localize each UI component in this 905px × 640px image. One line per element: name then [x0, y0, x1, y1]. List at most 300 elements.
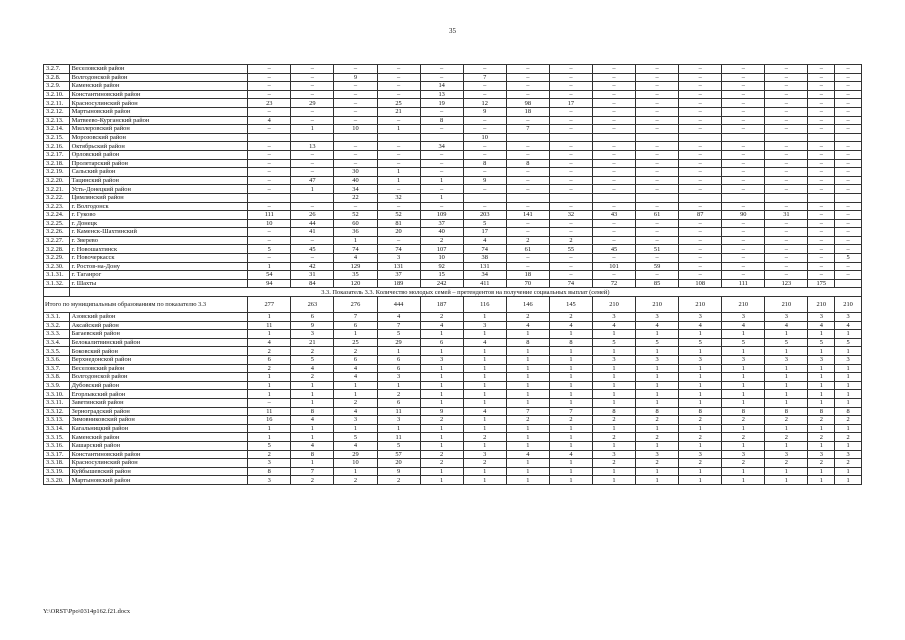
- year-value-cell: –: [506, 228, 549, 237]
- year-value-cell: –: [463, 116, 506, 125]
- year-value-cell: 3: [835, 450, 862, 459]
- year-value-cell: –: [636, 116, 679, 125]
- year-value-cell: 74: [463, 245, 506, 254]
- row-municipality-name: Каменский район: [69, 82, 248, 91]
- year-value-cell: 111: [248, 211, 291, 220]
- year-value-cell: 20: [377, 459, 420, 468]
- year-value-cell: 8: [679, 407, 722, 416]
- year-value-cell: –: [592, 185, 635, 194]
- year-value-cell: –: [506, 202, 549, 211]
- year-value-cell: –: [722, 116, 765, 125]
- year-value-cell: 131: [377, 262, 420, 271]
- year-value-cell: –: [679, 125, 722, 134]
- year-value-cell: 109: [420, 211, 463, 220]
- year-value-cell: –: [506, 254, 549, 263]
- row-number: 3.3.16.: [44, 441, 70, 450]
- year-value-cell: –: [636, 82, 679, 91]
- year-value-cell: 1: [765, 373, 808, 382]
- year-value-cell: 1: [420, 364, 463, 373]
- year-value-cell: 84: [291, 279, 334, 288]
- year-value-cell: –: [679, 228, 722, 237]
- year-value-cell: –: [291, 236, 334, 245]
- year-value-cell: 2: [334, 398, 377, 407]
- year-value-cell: 1: [636, 381, 679, 390]
- year-value-cell: 2: [636, 459, 679, 468]
- year-value-cell: –: [463, 202, 506, 211]
- row-municipality-name: Зерноградский район: [69, 407, 248, 416]
- year-value-cell: –: [334, 107, 377, 116]
- table-row: [44, 433, 862, 442]
- year-value-cell: –: [835, 116, 862, 125]
- year-value-cell: –: [808, 228, 835, 237]
- year-value-cell: –: [592, 254, 635, 263]
- year-value-cell: 189: [377, 279, 420, 288]
- row-municipality-name: Усть-Донецкий район: [69, 185, 248, 194]
- year-value-cell: 4: [765, 321, 808, 330]
- row-number: 3.2.13.: [44, 116, 70, 125]
- year-value-cell: 1: [248, 381, 291, 390]
- year-value-cell: –: [835, 65, 862, 74]
- year-value-cell: 1: [420, 330, 463, 339]
- table-row: [44, 168, 862, 177]
- year-value-cell: 7: [549, 407, 592, 416]
- year-value-cell: 120: [334, 279, 377, 288]
- row-municipality-name: Красносулинский район: [69, 99, 248, 108]
- year-value-cell: 4: [636, 321, 679, 330]
- row-number: 3.2.25.: [44, 219, 70, 228]
- year-value-cell: –: [722, 142, 765, 151]
- table-row: [44, 330, 862, 339]
- year-value-cell: 2: [808, 433, 835, 442]
- year-value-cell: 1: [506, 467, 549, 476]
- total-value-cell: 145: [549, 297, 592, 313]
- row-municipality-name: Егорлыкский район: [69, 390, 248, 399]
- year-value-cell: –: [420, 73, 463, 82]
- year-value-cell: –: [334, 202, 377, 211]
- year-value-cell: 2: [420, 459, 463, 468]
- year-value-cell: 7: [506, 125, 549, 134]
- year-value-cell: 4: [835, 321, 862, 330]
- year-value-cell: 94: [248, 279, 291, 288]
- year-value-cell: 2: [506, 236, 549, 245]
- row-municipality-name: Мартыновский район: [69, 107, 248, 116]
- year-value-cell: 1: [463, 373, 506, 382]
- year-value-cell: 2: [592, 433, 635, 442]
- year-value-cell: 3: [248, 459, 291, 468]
- year-value-cell: 1: [636, 330, 679, 339]
- year-value-cell: 1: [463, 381, 506, 390]
- year-value-cell: 1: [248, 373, 291, 382]
- year-value-cell: 21: [377, 107, 420, 116]
- year-value-cell: 4: [334, 407, 377, 416]
- year-value-cell: 1: [549, 356, 592, 365]
- year-value-cell: –: [549, 142, 592, 151]
- year-value-cell: –: [377, 90, 420, 99]
- row-municipality-name: Куйбышевский район: [69, 467, 248, 476]
- year-value-cell: [636, 193, 679, 202]
- year-value-cell: 1: [808, 390, 835, 399]
- row-number: 3.3.13.: [44, 416, 70, 425]
- year-value-cell: 2: [592, 459, 635, 468]
- year-value-cell: –: [808, 236, 835, 245]
- year-value-cell: –: [549, 262, 592, 271]
- year-value-cell: 6: [291, 313, 334, 322]
- year-value-cell: 2: [765, 416, 808, 425]
- year-value-cell: –: [334, 142, 377, 151]
- year-value-cell: –: [765, 150, 808, 159]
- year-value-cell: [291, 193, 334, 202]
- page-number: 35: [449, 27, 456, 35]
- year-value-cell: –: [636, 228, 679, 237]
- table-row: [44, 176, 862, 185]
- year-value-cell: 37: [377, 271, 420, 280]
- year-value-cell: –: [679, 159, 722, 168]
- year-value-cell: –: [549, 107, 592, 116]
- table-row: [44, 211, 862, 220]
- total-value-cell: 210: [636, 297, 679, 313]
- year-value-cell: –: [592, 90, 635, 99]
- year-value-cell: 1: [334, 236, 377, 245]
- row-number: 3.2.7.: [44, 65, 70, 74]
- year-value-cell: –: [835, 73, 862, 82]
- year-value-cell: –: [636, 90, 679, 99]
- year-value-cell: 1: [248, 330, 291, 339]
- year-value-cell: –: [592, 73, 635, 82]
- year-value-cell: 1: [679, 467, 722, 476]
- year-value-cell: –: [835, 82, 862, 91]
- year-value-cell: –: [765, 125, 808, 134]
- year-value-cell: 1: [835, 330, 862, 339]
- year-value-cell: 1: [420, 467, 463, 476]
- year-value-cell: 1: [808, 424, 835, 433]
- year-value-cell: 2: [334, 347, 377, 356]
- year-value-cell: –: [636, 219, 679, 228]
- year-value-cell: –: [592, 236, 635, 245]
- total-value-cell: 210: [722, 297, 765, 313]
- year-value-cell: 1: [248, 390, 291, 399]
- year-value-cell: 1: [463, 364, 506, 373]
- year-value-cell: 1: [549, 441, 592, 450]
- year-value-cell: 2: [765, 433, 808, 442]
- year-value-cell: –: [835, 150, 862, 159]
- year-value-cell: 1: [592, 381, 635, 390]
- year-value-cell: –: [291, 254, 334, 263]
- year-value-cell: 1: [420, 390, 463, 399]
- year-value-cell: 1: [592, 441, 635, 450]
- year-value-cell: 1: [463, 467, 506, 476]
- year-value-cell: –: [592, 271, 635, 280]
- row-number: 3.2.9.: [44, 82, 70, 91]
- year-value-cell: –: [722, 254, 765, 263]
- year-value-cell: 1: [722, 330, 765, 339]
- year-value-cell: 30: [334, 168, 377, 177]
- year-value-cell: –: [808, 107, 835, 116]
- year-value-cell: 3: [722, 313, 765, 322]
- year-value-cell: 2: [377, 390, 420, 399]
- row-municipality-name: Веселовский район: [69, 65, 248, 74]
- year-value-cell: 1: [835, 390, 862, 399]
- row-number: 3.2.24.: [44, 211, 70, 220]
- row-number: 3.3.19.: [44, 467, 70, 476]
- year-value-cell: 1: [835, 381, 862, 390]
- year-value-cell: 81: [377, 219, 420, 228]
- year-value-cell: 3: [463, 450, 506, 459]
- year-value-cell: 1: [722, 381, 765, 390]
- year-value-cell: –: [592, 168, 635, 177]
- year-value-cell: –: [291, 168, 334, 177]
- year-value-cell: –: [679, 116, 722, 125]
- year-value-cell: 2: [722, 433, 765, 442]
- year-value-cell: 7: [334, 313, 377, 322]
- year-value-cell: 3: [765, 356, 808, 365]
- year-value-cell: 61: [636, 211, 679, 220]
- year-value-cell: [377, 133, 420, 142]
- row-municipality-name: г. Зверево: [69, 236, 248, 245]
- year-value-cell: –: [679, 245, 722, 254]
- year-value-cell: –: [592, 142, 635, 151]
- year-value-cell: 1: [722, 373, 765, 382]
- year-value-cell: [463, 193, 506, 202]
- year-value-cell: 203: [463, 211, 506, 220]
- section-header-group: [44, 288, 862, 313]
- year-value-cell: –: [334, 99, 377, 108]
- year-value-cell: –: [808, 271, 835, 280]
- year-value-cell: [420, 133, 463, 142]
- year-value-cell: [291, 133, 334, 142]
- year-value-cell: 1: [636, 476, 679, 485]
- year-value-cell: –: [248, 142, 291, 151]
- year-value-cell: 1: [506, 347, 549, 356]
- year-value-cell: –: [636, 254, 679, 263]
- row-municipality-name: Цимлянский район: [69, 193, 248, 202]
- year-value-cell: 3: [248, 476, 291, 485]
- year-value-cell: 55: [549, 245, 592, 254]
- year-value-cell: –: [765, 116, 808, 125]
- year-value-cell: 6: [334, 356, 377, 365]
- year-value-cell: 1: [291, 398, 334, 407]
- year-value-cell: –: [722, 185, 765, 194]
- table-row: [44, 416, 862, 425]
- year-value-cell: [506, 193, 549, 202]
- year-value-cell: 1: [835, 476, 862, 485]
- year-value-cell: 1: [808, 347, 835, 356]
- year-value-cell: –: [636, 142, 679, 151]
- year-value-cell: 9: [291, 321, 334, 330]
- year-value-cell: 5: [636, 338, 679, 347]
- year-value-cell: –: [765, 73, 808, 82]
- row-number: 3.3.9.: [44, 381, 70, 390]
- year-value-cell: –: [291, 159, 334, 168]
- year-value-cell: [808, 133, 835, 142]
- row-number: 3.3.1.: [44, 313, 70, 322]
- year-value-cell: –: [248, 236, 291, 245]
- year-value-cell: –: [420, 159, 463, 168]
- year-value-cell: 1: [463, 356, 506, 365]
- year-value-cell: 1: [506, 459, 549, 468]
- year-value-cell: –: [549, 125, 592, 134]
- indicator-table: [43, 64, 862, 485]
- year-value-cell: –: [636, 168, 679, 177]
- table-row: [44, 65, 862, 74]
- year-value-cell: –: [679, 254, 722, 263]
- year-value-cell: –: [592, 176, 635, 185]
- year-value-cell: 3: [636, 450, 679, 459]
- year-value-cell: 2: [835, 433, 862, 442]
- year-value-cell: –: [808, 125, 835, 134]
- row-number: 3.2.16.: [44, 142, 70, 151]
- year-value-cell: [765, 193, 808, 202]
- table-row: [44, 219, 862, 228]
- row-municipality-name: г. Новочеркасск: [69, 254, 248, 263]
- row-number: 3.3.12.: [44, 407, 70, 416]
- year-value-cell: –: [636, 73, 679, 82]
- year-value-cell: –: [463, 150, 506, 159]
- year-value-cell: 2: [420, 450, 463, 459]
- year-value-cell: 2: [291, 347, 334, 356]
- year-value-cell: 1: [636, 441, 679, 450]
- year-value-cell: 1: [592, 476, 635, 485]
- year-value-cell: –: [808, 245, 835, 254]
- year-value-cell: 4: [463, 236, 506, 245]
- year-value-cell: –: [636, 159, 679, 168]
- table-row: [44, 107, 862, 116]
- year-value-cell: 40: [334, 176, 377, 185]
- table-row: [44, 356, 862, 365]
- year-value-cell: –: [808, 185, 835, 194]
- year-value-cell: 2: [248, 364, 291, 373]
- year-value-cell: 2: [722, 416, 765, 425]
- year-value-cell: 1: [808, 364, 835, 373]
- year-value-cell: –: [334, 159, 377, 168]
- year-value-cell: –: [765, 82, 808, 91]
- year-value-cell: 3: [679, 313, 722, 322]
- year-value-cell: –: [722, 150, 765, 159]
- row-number: 3.2.8.: [44, 73, 70, 82]
- table-body-lower: [44, 313, 862, 485]
- year-value-cell: 18: [506, 271, 549, 280]
- year-value-cell: 1: [549, 398, 592, 407]
- year-value-cell: 23: [248, 99, 291, 108]
- table-row: [44, 245, 862, 254]
- row-municipality-name: г. Таганрог: [69, 271, 248, 280]
- year-value-cell: 1: [506, 476, 549, 485]
- year-value-cell: –: [420, 185, 463, 194]
- year-value-cell: –: [420, 125, 463, 134]
- year-value-cell: 1: [592, 424, 635, 433]
- year-value-cell: 1: [463, 476, 506, 485]
- year-value-cell: –: [765, 271, 808, 280]
- year-value-cell: –: [835, 90, 862, 99]
- row-municipality-name: Заветинский район: [69, 398, 248, 407]
- year-value-cell: 1: [679, 390, 722, 399]
- year-value-cell: –: [420, 168, 463, 177]
- year-value-cell: 1: [248, 424, 291, 433]
- year-value-cell: 5: [722, 338, 765, 347]
- year-value-cell: 5: [248, 441, 291, 450]
- year-value-cell: 2: [636, 433, 679, 442]
- year-value-cell: 3: [679, 450, 722, 459]
- year-value-cell: –: [506, 73, 549, 82]
- year-value-cell: 1: [291, 433, 334, 442]
- year-value-cell: 11: [248, 407, 291, 416]
- year-value-cell: 1: [420, 347, 463, 356]
- year-value-cell: 1: [679, 476, 722, 485]
- row-municipality-name: Орловский район: [69, 150, 248, 159]
- table-row: [44, 90, 862, 99]
- year-value-cell: 47: [291, 176, 334, 185]
- row-number: 3.3.7.: [44, 364, 70, 373]
- year-value-cell: 8: [420, 116, 463, 125]
- year-value-cell: 1: [463, 390, 506, 399]
- row-number: 3.2.29.: [44, 254, 70, 263]
- year-value-cell: 1: [334, 390, 377, 399]
- year-value-cell: –: [808, 116, 835, 125]
- table-row: [44, 381, 862, 390]
- year-value-cell: –: [377, 159, 420, 168]
- year-value-cell: 2: [463, 433, 506, 442]
- table-row: [44, 254, 862, 263]
- row-municipality-name: Волгодонской район: [69, 73, 248, 82]
- year-value-cell: –: [835, 202, 862, 211]
- year-value-cell: 4: [549, 321, 592, 330]
- year-value-cell: –: [679, 271, 722, 280]
- year-value-cell: 31: [765, 211, 808, 220]
- year-value-cell: 1: [592, 390, 635, 399]
- year-value-cell: 1: [291, 125, 334, 134]
- year-value-cell: –: [248, 202, 291, 211]
- year-value-cell: 20: [377, 228, 420, 237]
- row-number: 3.3.3.: [44, 330, 70, 339]
- year-value-cell: –: [549, 271, 592, 280]
- year-value-cell: 1: [679, 347, 722, 356]
- table-row: [44, 313, 862, 322]
- row-number: 3.2.11.: [44, 99, 70, 108]
- year-value-cell: [835, 193, 862, 202]
- year-value-cell: 10: [334, 459, 377, 468]
- year-value-cell: 12: [463, 99, 506, 108]
- year-value-cell: 107: [420, 245, 463, 254]
- year-value-cell: 1: [722, 390, 765, 399]
- year-value-cell: 3: [420, 356, 463, 365]
- year-value-cell: –: [549, 202, 592, 211]
- year-value-cell: 1: [291, 381, 334, 390]
- year-value-cell: –: [765, 159, 808, 168]
- year-value-cell: 8: [291, 450, 334, 459]
- year-value-cell: [722, 133, 765, 142]
- table-row: [44, 262, 862, 271]
- row-number: 3.2.28.: [44, 245, 70, 254]
- year-value-cell: –: [835, 236, 862, 245]
- year-value-cell: 3: [679, 356, 722, 365]
- year-value-cell: 3: [463, 321, 506, 330]
- year-value-cell: 1: [506, 398, 549, 407]
- year-value-cell: 5: [248, 245, 291, 254]
- year-value-cell: 2: [506, 313, 549, 322]
- year-value-cell: [248, 193, 291, 202]
- year-value-cell: 3: [334, 416, 377, 425]
- year-value-cell: –: [808, 73, 835, 82]
- year-value-cell: 1: [835, 373, 862, 382]
- year-value-cell: 54: [248, 271, 291, 280]
- year-value-cell: 4: [722, 321, 765, 330]
- year-value-cell: –: [765, 228, 808, 237]
- year-value-cell: 1: [549, 476, 592, 485]
- year-value-cell: –: [592, 150, 635, 159]
- year-value-cell: –: [808, 65, 835, 74]
- year-value-cell: 1: [463, 398, 506, 407]
- year-value-cell: 41: [291, 228, 334, 237]
- year-value-cell: –: [420, 65, 463, 74]
